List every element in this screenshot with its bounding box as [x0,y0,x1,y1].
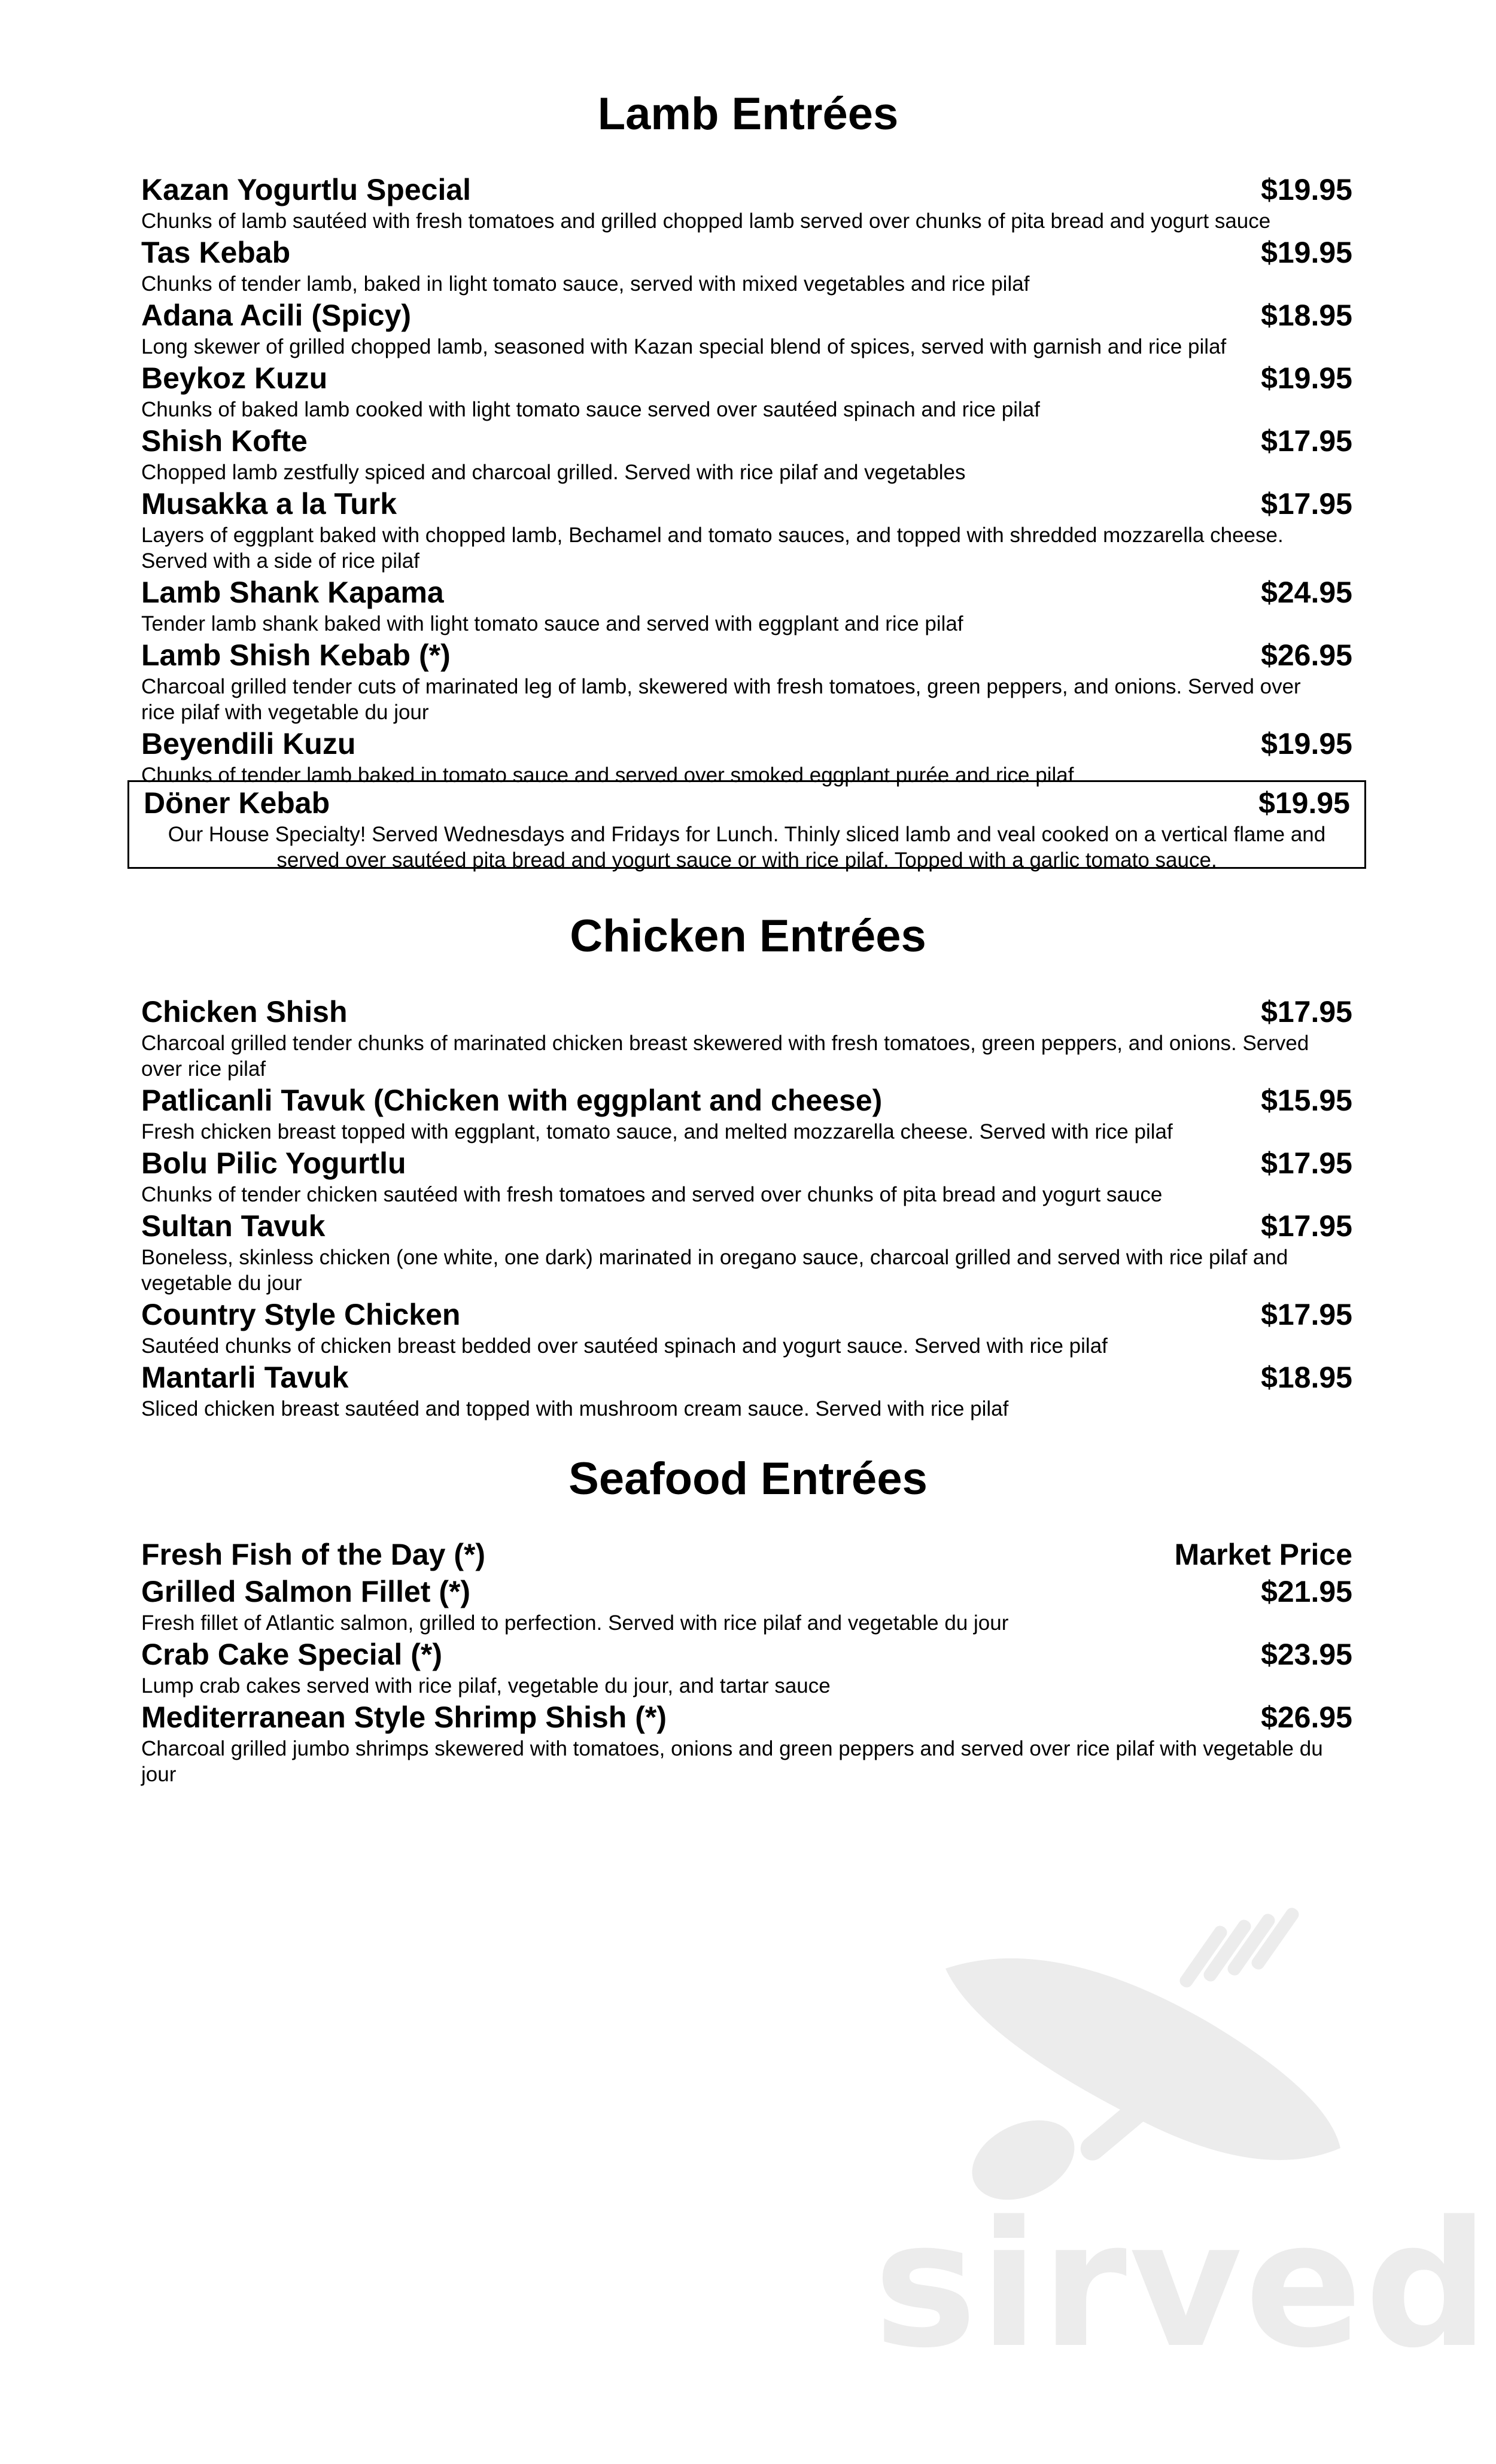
item-price: $19.95 [1261,173,1352,206]
item-description: Layers of eggplant baked with chopped lamb, Bechamel and tomato sauces, and topped with shredded mozzarella cheese. Served with a side of rice pilaf [141,524,1284,573]
menu-item [141,1296,1352,1359]
item-price: $17.95 [1261,1209,1352,1243]
item-name: Lamb Shish Kebab (*) [141,638,451,672]
item-description: Charcoal grilled jumbo shrimps skewered with tomatoes, onions and green peppers and served over rice pilaf with vegetable du jour [141,1737,1323,1786]
menu-item [141,1573,1352,1636]
item-description: Charcoal grilled tender chunks of marinated chicken breast skewered with fresh tomatoes, green peppers, and onions. Served over rice pilaf [141,1032,1309,1081]
menu-item [141,1145,1352,1207]
menu-item [141,1207,1352,1296]
item-price: $15.95 [1261,1084,1352,1117]
item-name: Döner Kebab [144,786,330,820]
item-description: Fresh fillet of Atlantic salmon, grilled to perfection. Served with rice pilaf and vegetable du jour [141,1611,1009,1635]
item-price: $24.95 [1261,576,1352,609]
item-name: Kazan Yogurtlu Special [141,173,472,206]
watermark-text: sirved [874,2185,1492,2386]
item-description: Our House Specialty! Served Wednesdays and Fridays for Lunch. Thinly sliced lamb and veal cooked on a vertical flame and served over sautéed pita bread and yogurt sauce or with rice pilaf. Topped with a garlic tomato sauce. [168,823,1326,872]
item-name: Sultan Tavuk [141,1209,326,1243]
item-description: Long skewer of grilled chopped lamb, seasoned with Kazan special blend of spices, served with garnish and rice pilaf [141,335,1227,358]
menu-item [141,1699,1352,1787]
item-price: $19.95 [1261,236,1352,269]
item-price: $18.95 [1261,299,1352,332]
item-price: $19.95 [1258,786,1350,820]
item-description: Chunks of tender lamb baked in tomato sauce and served over smoked eggplant purée and rice pilaf [141,763,1074,787]
menu-item [141,485,1352,574]
item-description: Sautéed chunks of chicken breast bedded over sautéed spinach and yogurt sauce. Served with rice pilaf [141,1334,1108,1358]
menu-item [141,637,1352,725]
item-description: Lump crab cakes served with rice pilaf, vegetable du jour, and tartar sauce [141,1674,831,1698]
item-price: $18.95 [1261,1361,1352,1394]
item-description: Chunks of lamb sautéed with fresh tomatoes and grilled chopped lamb served over chunks of pita bread and yogurt sauce [141,209,1271,233]
item-name: Shish Kofte [141,424,308,458]
sirved-watermark [874,1897,1492,2386]
item-name: Lamb Shank Kapama [141,576,444,609]
menu-item [141,297,1352,360]
item-price: $19.95 [1261,361,1352,395]
item-price: $17.95 [1261,487,1352,521]
item-description: Chopped lamb zestfully spiced and charcoal grilled. Served with rice pilaf and vegetables [141,461,966,484]
chicken-items [141,993,1352,1422]
item-name: Mantarli Tavuk [141,1361,349,1394]
item-price: $17.95 [1261,1146,1352,1180]
menu-item [141,993,1352,1082]
menu-item [141,1359,1352,1422]
menu-item [141,1536,1352,1573]
item-price: $23.95 [1261,1638,1352,1671]
menu-item [141,360,1352,422]
item-name: Chicken Shish [141,995,348,1029]
item-name: Mediterranean Style Shrimp Shish (*) [141,1701,667,1734]
house-special-box [127,780,1366,872]
fork-spoon-icon [874,1897,1472,2208]
item-description: Chunks of tender lamb, baked in light tomato sauce, served with mixed vegetables and rice pilaf [141,272,1030,296]
item-description: Charcoal grilled tender cuts of marinated leg of lamb, skewered with fresh tomatoes, green peppers, and onions. Served over rice pilaf with vegetable du jour [141,675,1301,724]
item-name: Patlicanli Tavuk (Chicken with eggplant and cheese) [141,1084,883,1117]
item-price: $26.95 [1261,638,1352,672]
item-name: Beykoz Kuzu [141,361,328,395]
item-description: Fresh chicken breast topped with eggplant, tomato sauce, and melted mozzarella cheese. Served with rice pilaf [141,1120,1173,1143]
item-price: Market Price [1174,1538,1352,1571]
seafood-section-title: Seafood Entrées [568,1453,928,1504]
menu-item [141,422,1352,485]
item-price: $26.95 [1261,1701,1352,1734]
item-price: $17.95 [1261,1298,1352,1331]
item-price: $17.95 [1261,995,1352,1029]
item-name: Beyendili Kuzu [141,727,356,761]
lamb-section-title: Lamb Entrées [597,89,899,139]
item-name: Adana Acili (Spicy) [141,299,412,332]
item-name: Tas Kebab [141,236,291,269]
item-description: Boneless, skinless chicken (one white, one dark) marinated in oregano sauce, charcoal grilled and served with rice pilaf and vegetable du jour [141,1246,1288,1295]
item-description: Sliced chicken breast sautéed and topped with mushroom cream sauce. Served with rice pilaf [141,1397,1009,1420]
chicken-section-title: Chicken Entrées [570,911,926,962]
item-description: Tender lamb shank baked with light tomato sauce and served with eggplant and rice pilaf [141,612,963,635]
menu-item [141,234,1352,297]
item-price: $21.95 [1261,1575,1352,1608]
item-name: Crab Cake Special (*) [141,1638,442,1671]
menu-item [141,171,1352,234]
seafood-items [141,1536,1352,1787]
menu-item [141,725,1352,788]
item-price: $19.95 [1261,727,1352,761]
item-price: $17.95 [1261,424,1352,458]
item-name: Country Style Chicken [141,1298,461,1331]
menu-item [141,1082,1352,1145]
item-description: Chunks of tender chicken sautéed with fresh tomatoes and served over chunks of pita bread and yogurt sauce [141,1183,1163,1206]
item-name: Bolu Pilic Yogurtlu [141,1146,406,1180]
item-name: Musakka a la Turk [141,487,397,521]
item-description: Chunks of baked lamb cooked with light tomato sauce served over sautéed spinach and rice pilaf [141,398,1040,421]
item-name: Grilled Salmon Fillet (*) [141,1575,471,1608]
item-name: Fresh Fish of the Day (*) [141,1538,486,1571]
lamb-items [141,171,1352,788]
menu-item [141,1636,1352,1699]
menu-item [141,574,1352,637]
